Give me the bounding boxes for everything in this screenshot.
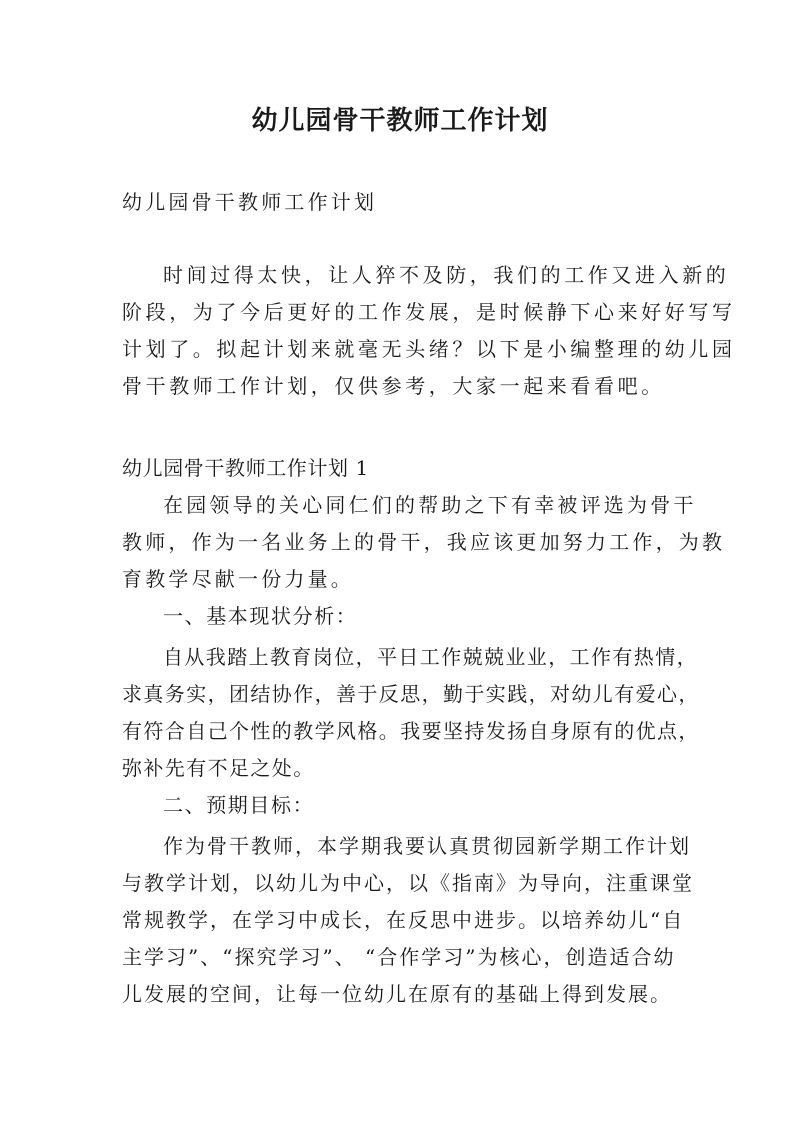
section-title: 幼儿园骨干教师工作计划 1: [122, 456, 369, 480]
basic-status-line: 自从我踏上教育岗位，平日工作兢兢业业，工作有热情，: [163, 645, 698, 669]
intro-line: 时间过得太快，让人猝不及防，我们的工作又进入新的: [163, 263, 730, 287]
basic-status-line: 求真务实，团结协作，善于反思，勤于实践，对幼儿有爱心，: [122, 682, 700, 706]
expected-goals-line: 作为骨干教师，本学期我要认真贯彻园新学期工作计划: [163, 834, 691, 858]
document-title: 幼儿园骨干教师工作计划: [251, 106, 549, 136]
expected-goals-line: 儿发展的空间，让每一位幼儿在原有的基础上得到发展。: [122, 982, 672, 1006]
expected-goals-line: 常规教学，在学习中成长，在反思中进步。以培养幼儿“自: [122, 908, 685, 932]
heading-expected-goals: 二、预期目标：: [163, 793, 315, 817]
expected-goals-line: 主学习”、“探究学习”、 “合作学习”为核心，创造适合幼: [122, 945, 676, 969]
section-intro-line: 教师，作为一名业务上的骨干，我应该更加努力工作，为教: [122, 530, 726, 554]
intro-line: 骨干教师工作计划，仅供参考，大家一起来看看吧。: [122, 374, 665, 398]
heading-basic-status: 一、基本现状分析：: [163, 604, 358, 628]
intro-line: 阶段，为了今后更好的工作发展，是时候静下心来好好写写: [122, 300, 736, 324]
basic-status-line: 弥补先有不足之处。: [122, 756, 315, 780]
intro-line: 计划了。拟起计划来就毫无头绪？以下是小编整理的幼儿园: [122, 337, 736, 361]
section-intro-line: 在园领导的关心同仁们的帮助之下有幸被评选为骨干: [163, 493, 697, 517]
document-subtitle: 幼儿园骨干教师工作计划: [122, 190, 378, 214]
section-intro-line: 育教学尽献一份力量。: [122, 567, 354, 591]
basic-status-line: 有符合自己个性的教学风格。我要坚持发扬自身原有的优点，: [122, 719, 700, 743]
expected-goals-line: 与教学计划，以幼儿为中心，以《指南》为导向，注重课堂: [122, 871, 694, 895]
